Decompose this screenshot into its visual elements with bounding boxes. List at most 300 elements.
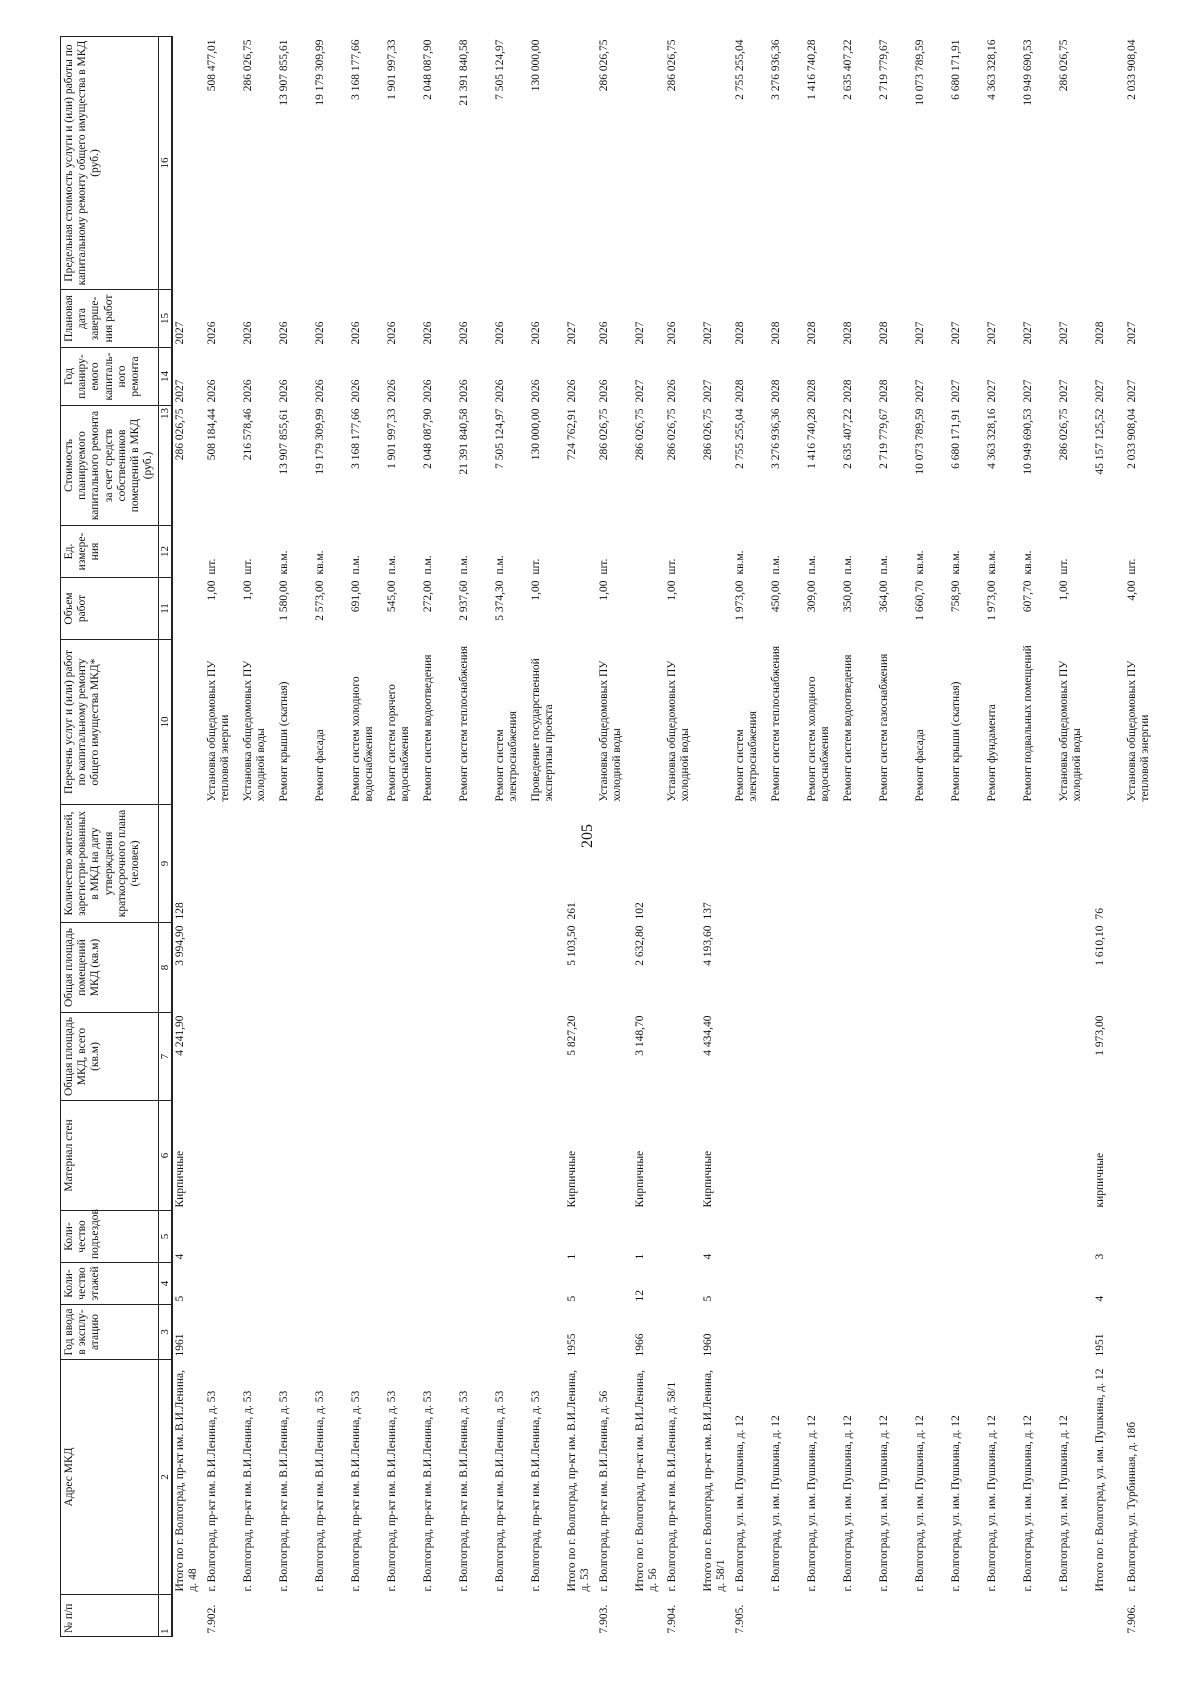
rotated-table-sheet	[60, 37, 1152, 1637]
table-cell	[565, 578, 597, 640]
table-cell: 2028	[734, 321, 747, 345]
table-row	[349, 37, 385, 1637]
table-cell: 691,00	[350, 580, 363, 613]
table-row	[665, 37, 701, 1637]
table-cell: 2026	[242, 321, 255, 345]
table-cell	[985, 1305, 1021, 1360]
table-cell	[421, 1013, 457, 1101]
table-cell	[913, 1263, 949, 1305]
table-cell: 2 635 407,22	[842, 39, 855, 100]
table-cell	[205, 1013, 241, 1101]
table-cell: 4 363 328,16	[986, 39, 999, 100]
table-cell: Проведение государственной экспертизы проекта	[530, 658, 556, 802]
table-cell	[1021, 1013, 1057, 1101]
table-cell	[665, 923, 701, 1013]
table-cell: 2027	[174, 321, 187, 345]
table-cell: 286 026,75	[598, 408, 611, 461]
table-cell	[349, 1305, 385, 1360]
table-cell: 7.904.	[666, 1604, 679, 1634]
column-number: 10	[158, 640, 172, 805]
table-cell: 2 719 779,67	[878, 39, 891, 100]
table-cell: Итого по г. Волгоград, ул. им. Пушкина, д. 12	[1094, 1368, 1107, 1592]
table-cell: 1,00	[1058, 580, 1071, 601]
table-cell	[1093, 640, 1125, 805]
table-cell	[1125, 1211, 1161, 1263]
table-cell	[205, 1263, 241, 1305]
table-cell: 2026	[278, 379, 291, 403]
table-cell	[529, 923, 565, 1013]
table-cell	[805, 1013, 841, 1101]
table-cell: г. Волгоград, пр-кт им. В.И.Ленина, д. 53	[530, 1390, 543, 1592]
table-cell	[1057, 1305, 1093, 1360]
table-cell	[421, 1211, 457, 1263]
table-cell	[1125, 1101, 1161, 1211]
table-row	[205, 37, 241, 1637]
table-cell	[205, 1101, 241, 1211]
table-cell	[949, 1595, 985, 1637]
table-cell: 1,00	[666, 580, 679, 601]
table-cell: г. Волгоград, пр-кт им. В.И.Ленина, д. 53	[206, 1390, 219, 1592]
column-number: 11	[158, 578, 172, 640]
table-cell	[493, 1595, 529, 1637]
table-cell	[1125, 923, 1161, 1013]
table-cell	[385, 1263, 421, 1305]
table-cell: 2026	[422, 379, 435, 403]
table-cell: г. Волгоград, ул. им. Пушкина, д. 12	[986, 1415, 999, 1592]
table-cell	[769, 1305, 805, 1360]
table-cell	[172, 1595, 205, 1637]
table-cell	[769, 1263, 805, 1305]
table-cell	[665, 1211, 701, 1263]
table-cell	[805, 1263, 841, 1305]
table-cell	[529, 805, 565, 923]
table-cell	[385, 1013, 421, 1101]
table-cell	[665, 1101, 701, 1211]
table-cell: 1 973,00	[1094, 1015, 1107, 1056]
table-cell: 2027	[1022, 379, 1035, 403]
table-cell	[949, 805, 985, 923]
table-cell: 2027	[634, 321, 647, 345]
table-cell	[313, 805, 349, 923]
table-row	[769, 37, 805, 1637]
table-cell	[597, 1101, 633, 1211]
table-cell	[913, 1101, 949, 1211]
table-cell: Установка общедомовых ПУ тепловой энергии	[1126, 660, 1152, 802]
table-cell: 2026	[494, 321, 507, 345]
table-row	[985, 37, 1021, 1637]
table-cell: 1	[634, 1253, 647, 1260]
table-cell	[529, 1211, 565, 1263]
table-cell: 7 505 124,97	[494, 408, 507, 469]
header-cell: Общая площадь помещений МКД (кв.м)	[61, 923, 159, 1013]
table-cell	[733, 1305, 769, 1360]
table-row	[1125, 37, 1161, 1637]
table-cell	[241, 1305, 277, 1360]
table-cell: 2 033 908,04	[1126, 408, 1139, 469]
table-cell: 5	[702, 1295, 715, 1302]
table-cell: кв.м.	[278, 550, 291, 575]
table-cell: 216 578,46	[242, 408, 255, 461]
table-cell	[769, 1595, 805, 1637]
header-cell: Объем работ	[61, 578, 159, 640]
header-cell: Ед. измере-ния	[61, 526, 159, 578]
table-cell: 128	[174, 902, 187, 920]
table-cell	[769, 923, 805, 1013]
table-cell	[529, 1305, 565, 1360]
table-cell	[385, 923, 421, 1013]
table-cell	[841, 1211, 877, 1263]
table-cell	[1057, 1013, 1093, 1101]
header-cell: Коли-чество подъездов	[61, 1211, 159, 1263]
table-cell	[733, 1013, 769, 1101]
table-cell	[701, 578, 733, 640]
table-cell	[493, 805, 529, 923]
table-cell: шт.	[1058, 558, 1071, 575]
header-cell: Плановая дата заверше-ния работ	[61, 290, 159, 348]
table-cell: 76	[1094, 908, 1107, 920]
table-row	[241, 37, 277, 1637]
table-cell	[877, 1305, 913, 1360]
table-cell: 45 157 125,52	[1094, 408, 1107, 475]
table-cell: 350,00	[842, 580, 855, 613]
table-cell	[241, 1211, 277, 1263]
table-cell	[421, 1263, 457, 1305]
table-cell: 2026	[422, 321, 435, 345]
table-cell	[805, 1595, 841, 1637]
table-cell: 5 103,50	[566, 925, 579, 966]
table-cell	[597, 805, 633, 923]
table-cell	[565, 1595, 597, 1637]
table-cell	[805, 923, 841, 1013]
table-cell	[665, 1305, 701, 1360]
table-cell: г. Волгоград, ул. им. Пушкина, д. 12	[878, 1415, 891, 1592]
table-cell: 3 168 177,66	[350, 408, 363, 469]
table-row	[805, 37, 841, 1637]
table-cell: Ремонт систем водоотведения	[842, 654, 855, 802]
table-cell	[493, 1305, 529, 1360]
table-cell	[633, 526, 665, 578]
table-cell	[172, 526, 205, 578]
table-cell	[633, 578, 665, 640]
table-cell	[277, 805, 313, 923]
table-cell: 2027	[1126, 321, 1139, 345]
table-cell: 1 610,10	[1094, 925, 1107, 966]
table-cell: Кирпичные	[702, 1150, 715, 1208]
table-cell	[241, 1013, 277, 1101]
table-cell: 2 937,60	[458, 580, 471, 621]
table-cell: 2 635 407,22	[842, 408, 855, 469]
table-cell: 1	[566, 1253, 579, 1260]
table-cell	[313, 1211, 349, 1263]
table-cell: 7.903.	[598, 1604, 611, 1634]
table-cell: Ремонт фасада	[914, 729, 927, 802]
table-cell	[913, 1595, 949, 1637]
table-cell: 5	[174, 1295, 187, 1302]
table-cell: 286 026,75	[666, 39, 679, 92]
column-number: 4	[158, 1263, 172, 1305]
table-cell	[665, 805, 701, 923]
table-cell: шт.	[206, 558, 219, 575]
table-cell	[597, 1263, 633, 1305]
table-cell: 5 827,20	[566, 1015, 579, 1056]
table-cell: 21 391 840,58	[458, 39, 471, 106]
table-cell: 2026	[350, 321, 363, 345]
table-cell	[1021, 923, 1057, 1013]
table-cell: г. Волгоград, пр-кт им. В.И.Ленина, д. 53	[278, 1390, 291, 1592]
table-cell: 286 026,75	[1058, 408, 1071, 461]
table-cell: 2 719 779,67	[878, 408, 891, 469]
table-cell: кв.м.	[986, 550, 999, 575]
table-cell: 2026	[386, 379, 399, 403]
table-cell: 6 680 171,91	[950, 408, 963, 469]
table-cell	[597, 1305, 633, 1360]
table-cell: 19 179 309,99	[314, 39, 327, 106]
table-cell: г. Волгоград, пр-кт им. В.И.Ленина, д. 53	[386, 1390, 399, 1592]
column-number: 2	[158, 1360, 172, 1595]
table-cell: 2027	[566, 321, 579, 345]
table-cell: г. Волгоград, ул. им. Пушкина, д. 12	[950, 1415, 963, 1592]
table-cell: кв.м.	[1022, 550, 1035, 575]
table-cell: Установка общедомовых ПУ холодной воды	[598, 660, 624, 802]
table-cell	[841, 1013, 877, 1101]
table-cell: 4	[1094, 1295, 1107, 1302]
table-cell	[385, 805, 421, 923]
table-cell	[241, 923, 277, 1013]
table-cell	[205, 1211, 241, 1263]
table-cell: 130 000,00	[530, 39, 543, 92]
table-cell	[349, 1101, 385, 1211]
table-cell	[349, 805, 385, 923]
table-cell	[841, 1263, 877, 1305]
table-cell: г. Волгоград, пр-кт им. В.И.Ленина, д. 56	[598, 1390, 611, 1592]
table-cell	[493, 1211, 529, 1263]
table-cell: Ремонт систем теплоснабжения	[770, 645, 783, 802]
table-cell	[1057, 1263, 1093, 1305]
table-cell: г. Волгоград, ул. Турбинная, д. 18б	[1126, 1421, 1139, 1592]
table-cell: 1,00	[242, 580, 255, 601]
table-cell	[313, 1263, 349, 1305]
table-cell	[841, 1101, 877, 1211]
table-cell: 2027	[1058, 321, 1071, 345]
table-cell: 286 026,75	[598, 39, 611, 92]
table-cell	[277, 1263, 313, 1305]
table-cell	[1125, 1263, 1161, 1305]
table-cell	[172, 640, 205, 805]
table-cell	[949, 1013, 985, 1101]
table-cell: г. Волгоград, ул. им. Пушкина, д. 12	[806, 1415, 819, 1592]
table-cell	[769, 1101, 805, 1211]
table-cell	[457, 805, 493, 923]
table-cell	[949, 1211, 985, 1263]
table-cell	[949, 1305, 985, 1360]
table-cell: 286 026,75	[634, 408, 647, 461]
table-cell: 13 907 855,61	[278, 39, 291, 106]
table-cell: 1 580,00	[278, 580, 291, 621]
table-cell: 4 363 328,16	[986, 408, 999, 469]
table-cell: 7.905.	[734, 1604, 747, 1634]
table-cell: Ремонт фасада	[314, 729, 327, 802]
table-cell: 2026	[314, 321, 327, 345]
table-cell: Ремонт систем горячего водоснабжения	[386, 684, 412, 802]
table-cell	[421, 805, 457, 923]
table-cell	[1125, 1013, 1161, 1101]
table-cell: шт.	[666, 558, 679, 575]
table-cell	[277, 1595, 313, 1637]
table-cell: 1951	[1094, 1333, 1107, 1357]
table-cell: 286 026,75	[1058, 39, 1071, 92]
table-cell	[1057, 1101, 1093, 1211]
table-cell: 2028	[878, 379, 891, 403]
table-cell	[913, 923, 949, 1013]
table-cell: 2026	[530, 379, 543, 403]
table-cell: 2026	[350, 379, 363, 403]
table-cell	[949, 923, 985, 1013]
table-cell	[769, 1013, 805, 1101]
header-cell: Адрес МКД	[61, 1360, 159, 1595]
table-cell: 2026	[666, 321, 679, 345]
table-row	[841, 37, 877, 1637]
table-cell: Ремонт систем газоснабжения	[878, 653, 891, 802]
table-cell: 4,00	[1126, 580, 1139, 601]
table-cell	[385, 1101, 421, 1211]
table-cell: 2028	[734, 379, 747, 403]
table-cell: 2028	[1094, 321, 1107, 345]
table-cell: 508 184,44	[206, 408, 219, 461]
table-cell: Ремонт крыши (скатная)	[278, 681, 291, 802]
table-cell	[172, 37, 205, 290]
capital-repair-table	[60, 36, 1161, 1637]
table-cell	[241, 1101, 277, 1211]
table-cell	[665, 1013, 701, 1101]
header-cell: Перечень услуг и (или) работ по капитальному ремонту общего имущества МКД*	[61, 640, 159, 805]
table-row	[1057, 37, 1093, 1637]
table-cell: 2026	[242, 379, 255, 403]
table-cell	[701, 526, 733, 578]
table-row	[493, 37, 529, 1637]
table-cell: Ремонт систем холодного водоснабжения	[350, 676, 376, 802]
table-cell: Ремонт подвальных помещений	[1022, 645, 1035, 802]
table-cell: 309,00	[806, 580, 819, 613]
table-cell	[985, 1013, 1021, 1101]
table-cell: 2027	[702, 379, 715, 403]
table-cell	[421, 923, 457, 1013]
table-cell	[985, 1595, 1021, 1637]
table-cell: Ремонт систем водоотведения	[422, 654, 435, 802]
table-cell	[205, 1305, 241, 1360]
column-number: 15	[158, 290, 172, 348]
table-row	[565, 37, 597, 1637]
table-cell: 286 026,75	[174, 408, 187, 461]
table-cell	[277, 1211, 313, 1263]
table-cell: шт.	[598, 558, 611, 575]
table-cell	[841, 805, 877, 923]
table-cell: 2027	[950, 321, 963, 345]
table-cell	[349, 1211, 385, 1263]
table-cell	[701, 1595, 733, 1637]
table-cell	[913, 1211, 949, 1263]
table-cell	[597, 1211, 633, 1263]
header-cell: Предельная стоимость услуги и (или) работы по капитальному ремонту общего имущества в МКД (руб.)	[61, 37, 159, 290]
table-cell	[313, 1305, 349, 1360]
table-cell: Ремонт систем электроснабжения	[734, 711, 760, 802]
table-cell	[1021, 1263, 1057, 1305]
table-cell: Ремонт крыши (скатная)	[950, 681, 963, 802]
table-cell	[633, 1595, 665, 1637]
table-cell: 2027	[914, 379, 927, 403]
table-cell	[565, 37, 597, 290]
table-cell: 2027	[950, 379, 963, 403]
table-cell	[313, 923, 349, 1013]
column-number: 3	[158, 1305, 172, 1360]
table-cell	[633, 37, 665, 290]
table-cell: 2028	[842, 321, 855, 345]
table-cell	[1021, 1305, 1057, 1360]
table-cell	[241, 1595, 277, 1637]
table-cell: 758,90	[950, 580, 963, 613]
table-cell	[421, 1101, 457, 1211]
table-cell: Итого по г. Волгоград, пр-кт им. В.И.Ленина, д. 48	[174, 1369, 200, 1592]
table-cell	[313, 1595, 349, 1637]
table-cell	[457, 1595, 493, 1637]
table-cell: 1 973,00	[986, 580, 999, 621]
table-cell	[277, 923, 313, 1013]
table-cell: 1 660,70	[914, 580, 927, 621]
table-cell: 2027	[1058, 379, 1071, 403]
table-cell: 508 477,01	[206, 39, 219, 92]
table-cell: Ремонт фундамента	[986, 704, 999, 802]
table-cell: 545,00	[386, 580, 399, 613]
table-cell	[877, 923, 913, 1013]
table-cell	[633, 640, 665, 805]
table-cell: 137	[702, 902, 715, 920]
table-cell: 5 374,30	[494, 580, 507, 621]
table-cell	[277, 1013, 313, 1101]
table-cell	[457, 1263, 493, 1305]
table-row	[877, 37, 913, 1637]
table-cell: 4	[174, 1253, 187, 1260]
table-cell	[1093, 1595, 1125, 1637]
table-cell: 4 241,90	[174, 1015, 187, 1056]
table-cell: 1 416 740,28	[806, 408, 819, 469]
header-cell: Материал стен	[61, 1101, 159, 1211]
table-cell: шт.	[242, 558, 255, 575]
table-cell: 2026	[598, 321, 611, 345]
table-cell	[877, 1595, 913, 1637]
table-cell: Кирпичные	[566, 1150, 579, 1208]
table-cell: 2026	[458, 321, 471, 345]
column-number: 1	[158, 1595, 172, 1637]
table-cell	[385, 1595, 421, 1637]
table-cell	[493, 1013, 529, 1101]
table-row	[385, 37, 421, 1637]
table-cell: г. Волгоград, пр-кт им. В.И.Ленина, д. 53	[422, 1390, 435, 1592]
table-cell	[421, 1595, 457, 1637]
table-cell: 3 994,90	[174, 925, 187, 966]
table-cell	[565, 526, 597, 578]
table-cell	[277, 1101, 313, 1211]
table-row	[633, 37, 665, 1637]
column-number: 12	[158, 526, 172, 578]
table-row	[949, 37, 985, 1637]
table-cell	[385, 1211, 421, 1263]
table-cell: 2026	[530, 321, 543, 345]
table-cell: г. Волгоград, пр-кт им. В.И.Ленина, д. 53	[242, 1390, 255, 1592]
table-row	[277, 37, 313, 1637]
table-cell	[493, 1263, 529, 1305]
header-cell: Год планиру-емого капиталь-ного ремонта	[61, 348, 159, 406]
table-cell	[805, 805, 841, 923]
table-cell	[805, 1305, 841, 1360]
